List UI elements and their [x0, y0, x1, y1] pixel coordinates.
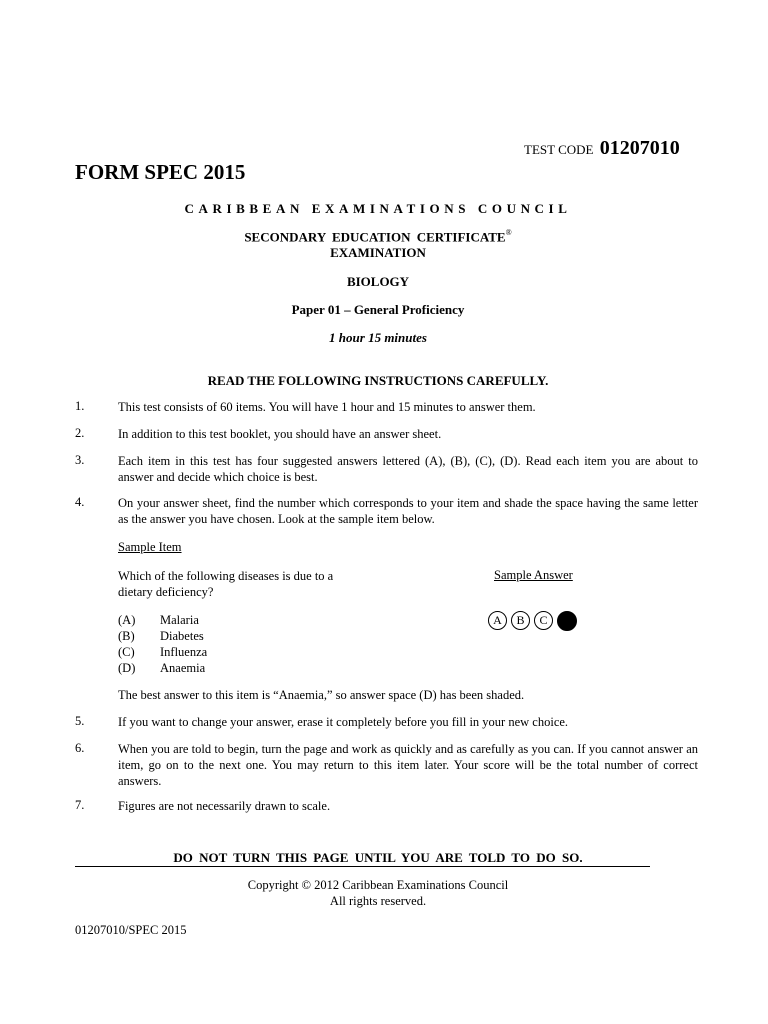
instruction-text: This test consists of 60 items. You will have 1 hour and 15 minutes to answer them. [118, 400, 536, 414]
test-code [524, 137, 680, 160]
instruction-text: In addition to this test booklet, you should have an answer sheet. [118, 427, 442, 441]
sample-explanation: The best answer to this item is “Anaemia,” so answer space (D) has been shaded. [118, 688, 525, 702]
instruction-text: When you are told to begin, turn the page and work as quickly and as carefully as you can. If you cannot answer an item, go on to the next one. You may return to this item later. Your score will be the total number of correct answers. [118, 742, 698, 788]
sample-question: Which of the following diseases is due to a dietary deficiency? [118, 569, 334, 599]
form-spec-title: FORM SPEC 2015 [75, 160, 246, 184]
answer-bubble-c: C [534, 611, 553, 630]
sample-answer-bubbles [488, 611, 577, 631]
option-text: Diabetes [160, 629, 204, 643]
subject-title: BIOLOGY [346, 274, 410, 289]
option-letter: (D) [118, 661, 136, 675]
sample-item-label: Sample Item [118, 540, 182, 554]
instructions-heading: READ THE FOLLOWING INSTRUCTIONS CAREFULLY. [207, 373, 549, 388]
instruction-text: If you want to change your answer, erase it completely before you fill in your new choice. [118, 715, 569, 729]
option-text: Influenza [160, 645, 208, 659]
instruction-number: 4. [75, 495, 85, 509]
instruction-number: 7. [75, 798, 85, 812]
answer-bubble-d-shaded [557, 611, 577, 631]
registered-mark: ® [505, 228, 512, 237]
copyright-notice: Copyright © 2012 Caribbean Examinations Council [247, 878, 509, 892]
rights-notice: All rights reserved. [329, 894, 427, 908]
option-letter: (A) [118, 613, 136, 627]
option-text: Malaria [160, 613, 199, 627]
sample-answer-label: Sample Answer [494, 568, 573, 582]
certificate-text: SECONDARY EDUCATION CERTIFICATE [244, 229, 506, 245]
instruction-number: 3. [75, 453, 85, 467]
test-code-number: 01207010 [599, 137, 680, 159]
divider-line [75, 866, 650, 867]
instruction-number: 1. [75, 399, 85, 413]
paper-title: Paper 01 – General Proficiency [291, 302, 465, 317]
answer-bubble-a: A [488, 611, 507, 630]
duration: 1 hour 15 minutes [329, 330, 427, 345]
option-letter: (C) [118, 645, 135, 659]
instruction-number: 5. [75, 714, 85, 728]
examination-title: EXAMINATION [330, 245, 426, 260]
option-letter: (B) [118, 629, 135, 643]
instruction-number: 2. [75, 426, 85, 440]
do-not-turn-warning: DO NOT TURN THIS PAGE UNTIL YOU ARE TOLD TO DO SO. [173, 850, 583, 865]
answer-bubble-b: B [511, 611, 530, 630]
instruction-number: 6. [75, 741, 85, 755]
certificate-title [0, 229, 756, 245]
footer-code: 01207010/SPEC 2015 [75, 923, 187, 937]
instruction-text: Each item in this test has four suggested answers lettered (A), (B), (C), (D). Read each item you are about to answer and decide which choice is best. [118, 454, 698, 484]
instruction-text: On your answer sheet, find the number which corresponds to your item and shade the space having the same letter as the answer you have chosen. Look at the sample item below. [118, 496, 698, 526]
instruction-text: Figures are not necessarily drawn to scale. [118, 799, 331, 813]
test-code-label: TEST CODE [524, 142, 594, 157]
council-name: CARIBBEAN EXAMINATIONS COUNCIL [184, 201, 572, 216]
option-text: Anaemia [160, 661, 206, 675]
